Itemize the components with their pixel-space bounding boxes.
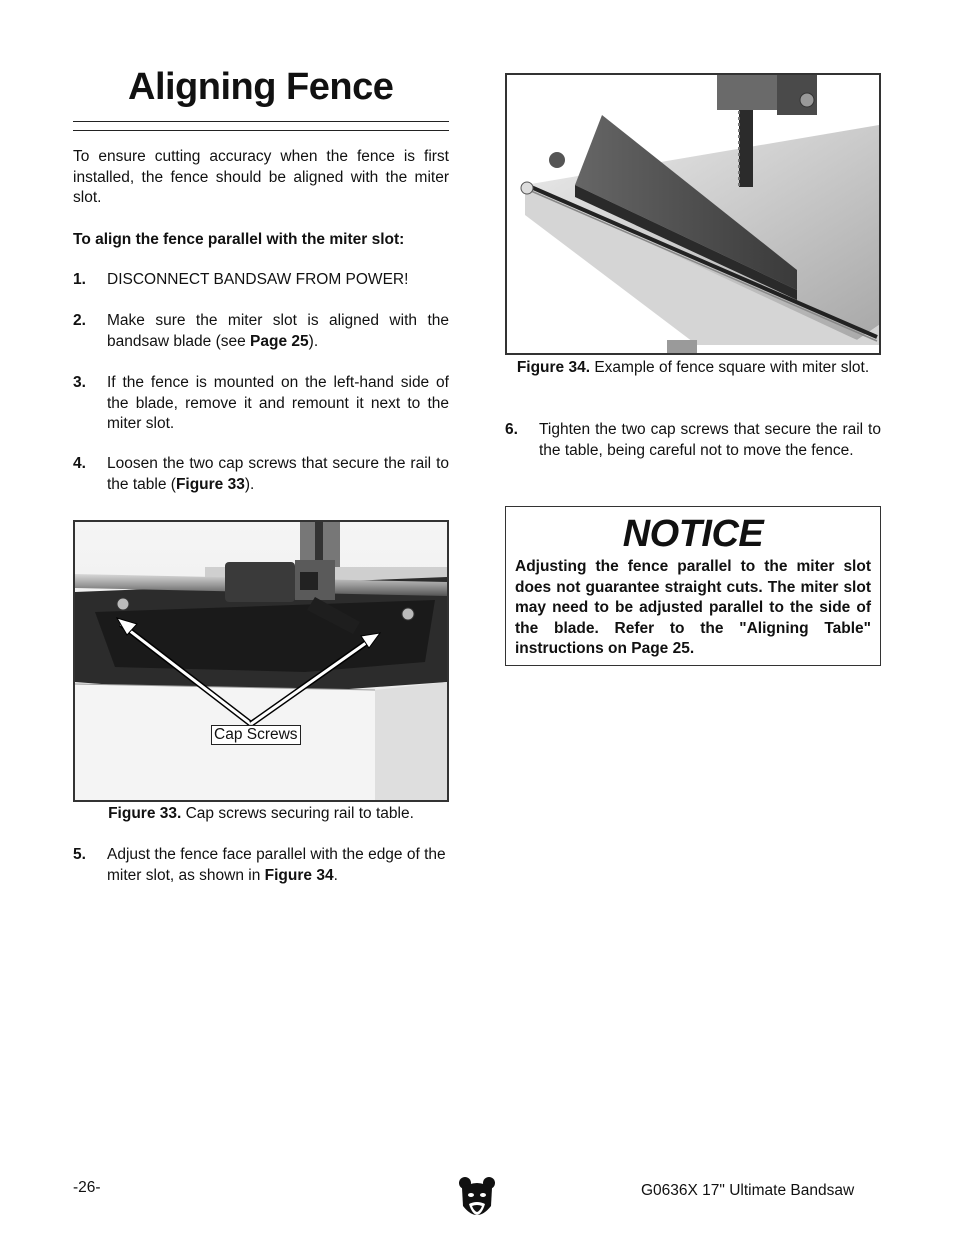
notice-title: NOTICE — [622, 513, 764, 555]
fence-square-photo — [507, 75, 879, 353]
step-text-part: Adjust the fence face parallel with the edge of the miter slot, as shown in — [107, 846, 446, 884]
title-rule-bottom — [73, 130, 449, 131]
step-text: Tighten the two cap screws that secure the rail to the table, being careful not to move the fence. — [539, 421, 881, 459]
bear-logo-icon — [458, 1176, 496, 1222]
procedure-subheading: To align the fence parallel with the miter slot: — [73, 231, 405, 248]
step-4 — [73, 454, 449, 496]
step-3 — [73, 373, 449, 435]
step-number: 6. — [505, 421, 518, 438]
step-text-part: ). — [244, 475, 255, 493]
page-number: -26- — [73, 1179, 101, 1196]
figure-33-caption — [73, 804, 449, 824]
figure-33-photo — [73, 520, 449, 802]
step-text — [107, 845, 449, 886]
step-text-part: Loosen the two cap screws that secure the rail to the table ( — [107, 455, 449, 493]
step-text-part: ). — [308, 332, 319, 350]
figure-34-caption — [505, 358, 881, 378]
figure-caption-text: Example of fence square with miter slot. — [594, 359, 870, 376]
intro-paragraph: To ensure cutting accuracy when the fence is first installed, the fence should be aligned with the miter slot. — [73, 148, 449, 206]
step-6 — [505, 420, 881, 482]
step-number: 4. — [73, 455, 86, 472]
step-1 — [73, 270, 449, 292]
step-text: If the fence is mounted on the left-hand side of the blade, remove it and remount it next to the miter slot. — [107, 374, 449, 432]
figure-reference: Figure 34 — [264, 866, 334, 884]
notice-box — [505, 506, 881, 666]
page-reference: Page 25 — [250, 332, 309, 350]
step-number: 2. — [73, 312, 86, 329]
step-text: DISCONNECT BANDSAW FROM POWER! — [107, 271, 409, 288]
bandsaw-rail-photo — [75, 522, 447, 800]
figure-caption-text: Cap screws securing rail to table. — [185, 805, 414, 822]
figure-label: Figure 33. — [108, 805, 182, 822]
model-name: G0636X 17" Ultimate Bandsaw — [641, 1182, 855, 1199]
page-title: Aligning Fence — [128, 66, 394, 108]
notice-body: Adjusting the fence parallel to the miter slot does not guarantee straight cuts. The miter slot may need to be adjusted parallel to the side of the blade. Refer to the "Aligning Table" instructions on Page 25. — [515, 558, 871, 657]
figure-34-photo — [505, 73, 881, 355]
title-rule-top — [73, 121, 449, 122]
step-text-part: Make sure the miter slot is aligned with the bandsaw blade (see — [107, 312, 449, 350]
step-2 — [73, 311, 449, 353]
step-number: 5. — [73, 846, 86, 863]
cap-screws-callout: Cap Screws — [211, 725, 301, 745]
step-text — [107, 454, 449, 495]
step-text-part: . — [333, 866, 338, 884]
step-number: 1. — [73, 271, 86, 288]
step-number: 3. — [73, 374, 86, 391]
figure-label: Figure 34. — [516, 359, 591, 376]
step-text — [107, 311, 449, 352]
figure-reference: Figure 33 — [175, 475, 245, 493]
step-5 — [73, 845, 449, 887]
